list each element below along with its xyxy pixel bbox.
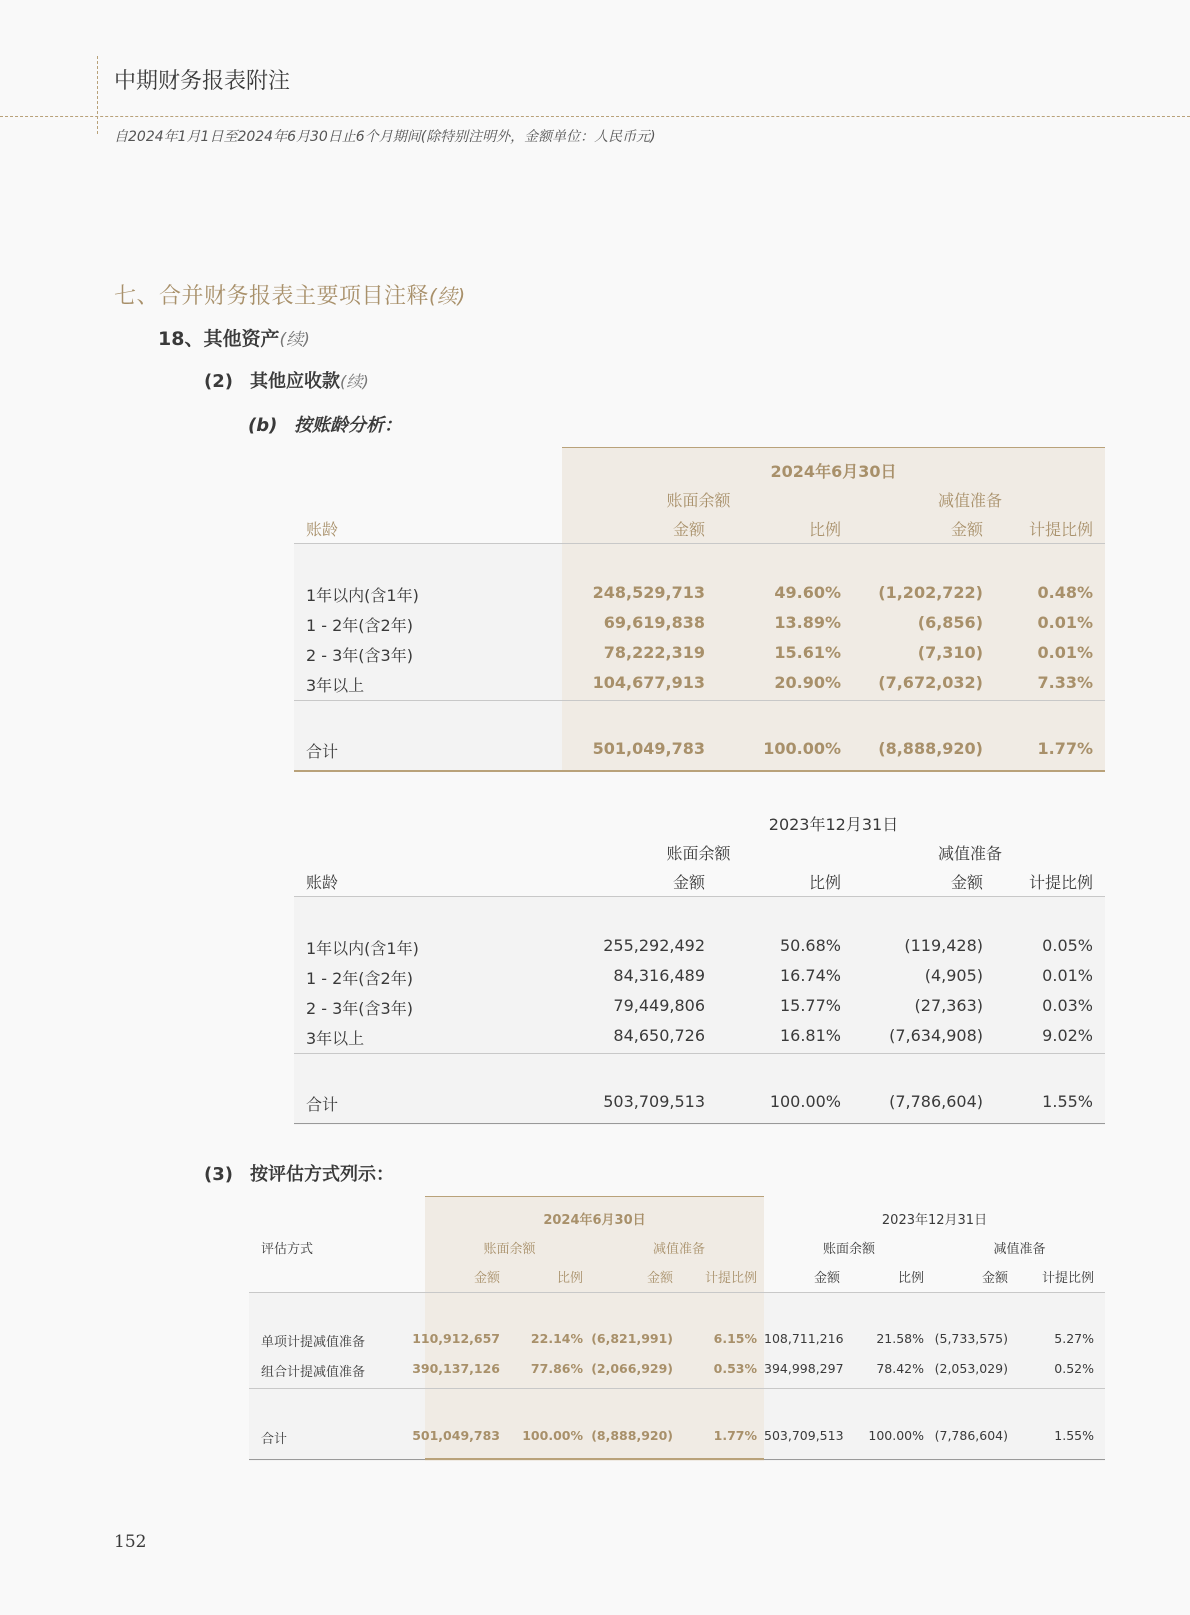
top-rule [425, 1196, 764, 1197]
subtotal-rule [249, 1388, 1105, 1389]
cell-impair: (7,672,032) [878, 673, 983, 692]
group-impairment: 减值准备 [937, 844, 1002, 863]
highlight-band [425, 1196, 764, 1461]
header-title: 中期财务报表附注 [114, 69, 291, 94]
item-3-number: (3) [204, 1164, 233, 1185]
col-aging: 账龄 [306, 520, 339, 539]
cell-amount: 501,049,783 [592, 739, 705, 758]
cell-a-amount: 501,049,783 [412, 1428, 500, 1443]
cell-b-amount: 108,711,216 [764, 1331, 844, 1346]
table-row [249, 1331, 1105, 1351]
cell-a-provision: 1.77% [713, 1428, 757, 1443]
row-label: 组合计提减值准备 [261, 1365, 366, 1380]
cell-impair: (4,905) [924, 966, 983, 985]
table-row [294, 583, 1105, 605]
cell-provision: 1.77% [1037, 739, 1093, 758]
cell-provision: 1.55% [1042, 1092, 1093, 1111]
cell-ratio: 16.81% [779, 1026, 841, 1045]
cell-impair: (7,310) [917, 643, 983, 662]
period-a-label: 2024年6月30日 [543, 1213, 646, 1228]
total-row [294, 739, 1105, 761]
col-a-impair: 金额 [646, 1271, 673, 1286]
cell-a-ratio: 100.00% [522, 1428, 583, 1443]
b-group-impairment: 减值准备 [993, 1242, 1046, 1257]
b-group-book-balance: 账面余额 [822, 1242, 875, 1257]
cell-amount: 503,709,513 [603, 1092, 705, 1111]
col-amount: 金额 [672, 873, 705, 892]
group-book-balance: 账面余额 [666, 491, 731, 510]
item-b-number: (b) [248, 415, 278, 436]
row-label: 1 - 2年(含2年) [306, 616, 413, 635]
cell-a-impair: (2,066,929) [591, 1361, 673, 1376]
table-row [249, 1361, 1105, 1381]
cell-a-impair: (6,821,991) [591, 1331, 673, 1346]
table-row [294, 936, 1105, 958]
period-label: 2023年12月31日 [768, 815, 899, 834]
col-b-ratio: 比例 [897, 1271, 924, 1286]
table-row [294, 996, 1105, 1018]
subtotal-rule [294, 1053, 1105, 1054]
period-b-label: 2023年12月31日 [881, 1213, 988, 1228]
cell-b-provision: 1.55% [1054, 1428, 1094, 1443]
cell-amount: 84,316,489 [613, 966, 705, 985]
cell-a-provision: 6.15% [713, 1331, 757, 1346]
subtotal-rule [294, 700, 1105, 701]
table-row [294, 613, 1105, 635]
col-impair-amount: 金额 [950, 520, 983, 539]
cell-b-amount: 394,998,297 [764, 1361, 844, 1376]
header-rule [294, 543, 1105, 544]
col-provision-ratio: 计提比例 [1028, 873, 1093, 892]
section-title [114, 279, 466, 310]
header-vertical-rule [97, 56, 98, 134]
item-2-number: (2) [204, 371, 233, 392]
bottom-rule [294, 770, 1105, 772]
col-a-amount: 金额 [473, 1271, 500, 1286]
cell-b-ratio: 78.42% [876, 1361, 924, 1376]
header-rule [294, 896, 1105, 897]
cell-amount: 79,449,806 [613, 996, 705, 1015]
cell-provision: 0.03% [1042, 996, 1093, 1015]
row-label: 2 - 3年(含3年) [306, 646, 413, 665]
cell-provision: 7.33% [1037, 673, 1093, 692]
cell-impair: (7,786,604) [889, 1092, 983, 1111]
cell-impair: (8,888,920) [878, 739, 983, 758]
cell-provision: 0.01% [1042, 966, 1093, 985]
cell-b-ratio: 21.58% [876, 1331, 924, 1346]
cell-provision: 0.01% [1037, 643, 1093, 662]
row-label: 1 - 2年(含2年) [306, 969, 413, 988]
cell-amount: 104,677,913 [592, 673, 705, 692]
cell-a-provision: 0.53% [713, 1361, 757, 1376]
col-b-impair: 金额 [981, 1271, 1008, 1286]
aging-table-2024 [294, 447, 1105, 772]
subsection-title-text: 18、其他资产 [158, 328, 280, 350]
period-label: 2024年6月30日 [770, 462, 897, 481]
section-title-text: 七、合并财务报表主要项目注释 [114, 284, 430, 309]
cell-ratio: 50.68% [779, 936, 841, 955]
col-provision-ratio: 计提比例 [1028, 520, 1093, 539]
table-row [294, 673, 1105, 695]
cell-provision: 9.02% [1042, 1026, 1093, 1045]
cell-impair: (1,202,722) [878, 583, 983, 602]
bottom-rule [294, 1123, 1105, 1124]
total-label: 合计 [306, 1095, 339, 1114]
item-2-title-text: 其他应收款 [250, 371, 340, 392]
cell-ratio: 16.74% [779, 966, 841, 985]
page-number: 152 [114, 1532, 147, 1552]
row-label: 1年以内(含1年) [306, 939, 419, 958]
item-3-title [204, 1160, 394, 1186]
bottom-rule-gold [425, 1458, 764, 1460]
section-title-cont: (续) [429, 285, 466, 308]
cell-b-amount: 503,709,513 [764, 1428, 844, 1443]
col-impair-amount: 金额 [950, 873, 983, 892]
item-b-title [248, 411, 402, 437]
group-impairment: 减值准备 [937, 491, 1002, 510]
cell-ratio: 100.00% [763, 739, 841, 758]
cell-amount: 69,619,838 [603, 613, 705, 632]
item-2-title-cont: (续) [340, 372, 369, 391]
cell-b-provision: 5.27% [1054, 1331, 1094, 1346]
cell-a-ratio: 77.86% [530, 1361, 583, 1376]
row-label: 3年以上 [306, 676, 365, 695]
cell-provision: 0.01% [1037, 613, 1093, 632]
group-book-balance: 账面余额 [666, 844, 731, 863]
cell-ratio: 100.00% [769, 1092, 841, 1111]
cell-impair: (6,856) [917, 613, 983, 632]
cell-ratio: 15.61% [774, 643, 841, 662]
assessment-table [249, 1196, 1105, 1461]
item-3-title-text: 按评估方式列示： [250, 1164, 394, 1185]
table-row [294, 966, 1105, 988]
header-horizontal-rule [0, 116, 1190, 117]
a-group-impairment: 减值准备 [652, 1242, 705, 1257]
top-rule [562, 447, 1105, 448]
total-row [249, 1428, 1105, 1448]
cell-ratio: 20.90% [774, 673, 841, 692]
col-a-provision: 计提比例 [704, 1271, 757, 1286]
col-b-amount: 金额 [813, 1271, 840, 1286]
item-2-title [204, 367, 369, 393]
table-row [294, 1026, 1105, 1048]
aging-table-2023 [294, 800, 1105, 1125]
col-aging: 账龄 [306, 873, 339, 892]
row-label: 1年以内(含1年) [306, 586, 419, 605]
cell-a-ratio: 22.14% [530, 1331, 583, 1346]
cell-ratio: 13.89% [774, 613, 841, 632]
cell-impair: (27,363) [914, 996, 983, 1015]
col-ratio: 比例 [808, 873, 841, 892]
total-label: 合计 [306, 742, 339, 761]
subsection-title [158, 324, 310, 351]
subsection-title-cont: (续) [279, 330, 310, 350]
col-amount: 金额 [672, 520, 705, 539]
cell-impair: (119,428) [904, 936, 983, 955]
cell-a-amount: 390,137,126 [412, 1361, 500, 1376]
cell-a-impair: (8,888,920) [591, 1428, 673, 1443]
cell-amount: 255,292,492 [603, 936, 705, 955]
header-rule [249, 1292, 1105, 1293]
table-row [294, 643, 1105, 665]
cell-ratio: 15.77% [779, 996, 841, 1015]
cell-impair: (7,634,908) [889, 1026, 983, 1045]
item-b-title-text: 按账龄分析： [294, 415, 402, 436]
col-method: 评估方式 [261, 1242, 314, 1257]
cell-b-impair: (7,786,604) [934, 1428, 1008, 1443]
cell-b-impair: (5,733,575) [934, 1331, 1008, 1346]
row-label: 3年以上 [306, 1029, 365, 1048]
col-a-ratio: 比例 [556, 1271, 583, 1286]
cell-b-provision: 0.52% [1054, 1361, 1094, 1376]
total-label: 合计 [261, 1432, 288, 1447]
cell-ratio: 49.60% [774, 583, 841, 602]
cell-amount: 248,529,713 [592, 583, 705, 602]
cell-a-amount: 110,912,657 [412, 1331, 500, 1346]
a-group-book-balance: 账面余额 [483, 1242, 536, 1257]
col-b-provision: 计提比例 [1041, 1271, 1094, 1286]
cell-b-ratio: 100.00% [868, 1428, 924, 1443]
cell-provision: 0.05% [1042, 936, 1093, 955]
cell-provision: 0.48% [1037, 583, 1093, 602]
row-label: 2 - 3年(含3年) [306, 999, 413, 1018]
header-subtitle: 自2024年1月1日至2024年6月30日止6个月期间(除特别注明外，金额单位：人民币元) [114, 129, 656, 145]
cell-amount: 84,650,726 [613, 1026, 705, 1045]
cell-b-impair: (2,053,029) [934, 1361, 1008, 1376]
row-label: 单项计提减值准备 [261, 1335, 366, 1350]
col-ratio: 比例 [808, 520, 841, 539]
total-row [294, 1092, 1105, 1114]
cell-amount: 78,222,319 [603, 643, 705, 662]
